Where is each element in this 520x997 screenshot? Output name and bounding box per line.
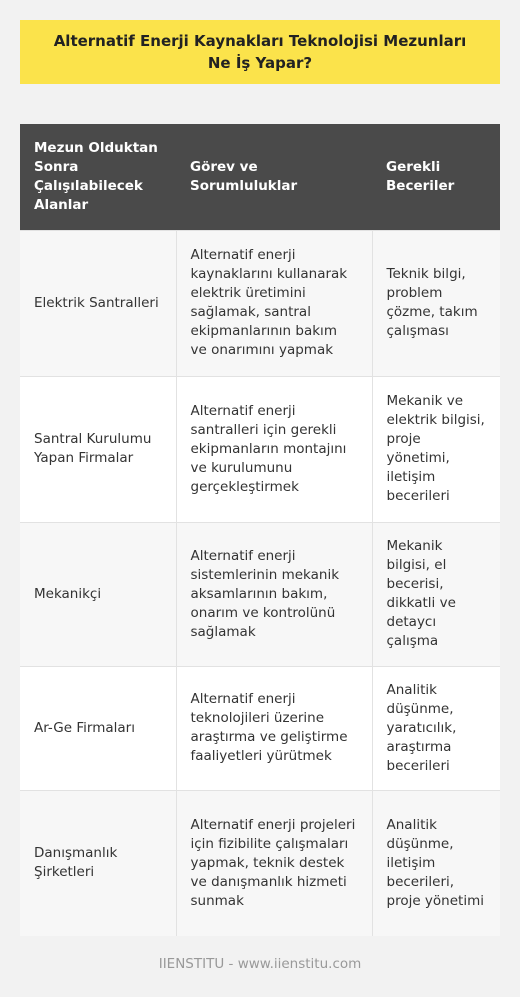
footer-credit: IIENSTITU - www.iienstitu.com xyxy=(158,956,362,972)
table-row xyxy=(20,376,500,522)
table-row xyxy=(20,230,500,376)
cell-area: Danışmanlık Şirketleri xyxy=(20,790,176,936)
table-header-row xyxy=(20,124,500,230)
cell-area: Santral Kurulumu Yapan Firmalar xyxy=(20,376,176,522)
cell-duty: Alternatif enerji kaynaklarını kullanarak elektrik üretimini sağlamak, santral ekipmanlarının bakım ve onarımını yapmak xyxy=(176,230,372,376)
table-row xyxy=(20,790,500,936)
table-row xyxy=(20,522,500,666)
title-banner xyxy=(20,20,500,84)
cell-area: Mekanikçi xyxy=(20,522,176,666)
header-duties: Görev ve Sorumluluklar xyxy=(176,124,372,230)
page-title: Alternatif Enerji Kaynakları Teknolojisi Mezunları Ne İş Yapar? xyxy=(53,32,467,72)
cell-area: Ar-Ge Firmaları xyxy=(20,666,176,790)
cell-skills: Analitik düşünme, yaratıcılık, araştırma becerileri xyxy=(372,666,500,790)
cell-area: Elektrik Santralleri xyxy=(20,230,176,376)
cell-duty: Alternatif enerji projeleri için fizibilite çalışmaları yapmak, teknik destek ve danışmanlık hizmeti sunmak xyxy=(176,790,372,936)
table-row xyxy=(20,666,500,790)
cell-skills: Analitik düşünme, iletişim becerileri, proje yönetimi xyxy=(372,790,500,936)
header-areas: Mezun Olduktan Sonra Çalışılabilecek Alanlar xyxy=(20,124,176,230)
careers-table xyxy=(20,124,500,936)
cell-skills: Teknik bilgi, problem çözme, takım çalışması xyxy=(372,230,500,376)
cell-duty: Alternatif enerji santralleri için gerekli ekipmanların montajını ve kurulumunu gerçekleştirmek xyxy=(176,376,372,522)
cell-skills: Mekanik bilgisi, el becerisi, dikkatli ve detaycı çalışma xyxy=(372,522,500,666)
cell-skills: Mekanik ve elektrik bilgisi, proje yönetimi, iletişim becerileri xyxy=(372,376,500,522)
cell-duty: Alternatif enerji teknolojileri üzerine araştırma ve geliştirme faaliyetleri yürütmek xyxy=(176,666,372,790)
cell-duty: Alternatif enerji sistemlerinin mekanik aksamlarının bakım, onarım ve kontrolünü sağlamak xyxy=(176,522,372,666)
header-skills: Gerekli Beceriler xyxy=(372,124,500,230)
